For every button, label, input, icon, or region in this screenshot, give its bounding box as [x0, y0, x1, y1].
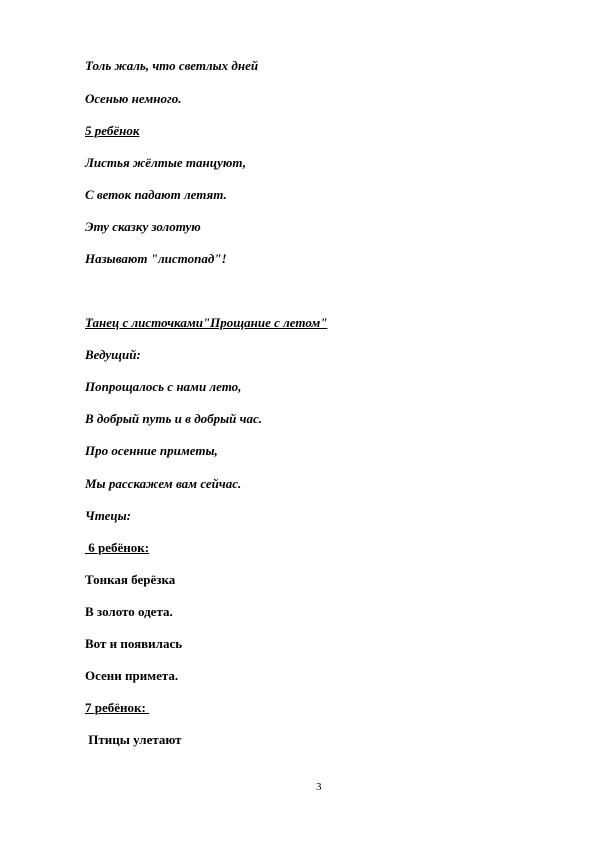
poem-line: Мы расскажем вам сейчас.	[85, 476, 242, 491]
poem-line: В золото одета.	[85, 604, 173, 619]
poem-line: Попрощалось с нами лето,	[85, 379, 242, 394]
speaker-heading: 6 ребёнок:	[85, 540, 150, 555]
page-number: 3	[316, 781, 322, 793]
poem-line: Эту сказку золотую	[85, 219, 201, 234]
poem-line: Тонкая берёзка	[85, 572, 176, 587]
section-heading: Танец с листочками"Прощание с летом"	[85, 315, 328, 330]
poem-line: В добрый путь и в добрый час.	[85, 411, 262, 426]
speaker-heading: 7 ребёнок:	[85, 700, 150, 715]
poem-line: Вот и появилась	[85, 636, 183, 651]
speaker-heading: 5 ребёнок	[85, 123, 140, 138]
speaker-label: Чтецы:	[85, 508, 132, 523]
speaker-label: Ведущий:	[85, 347, 141, 362]
poem-line: Птицы улетают	[85, 732, 182, 747]
poem-line: Осенью немного.	[85, 91, 182, 106]
poem-line: С веток падают летят.	[85, 187, 227, 202]
poem-line: Толь жаль, что светлых дней	[85, 58, 259, 73]
poem-line: Осени примета.	[85, 668, 179, 683]
poem-line: Про осенние приметы,	[85, 443, 218, 458]
poem-line: Называют "листопад"!	[85, 251, 227, 266]
poem-line: Листья жёлтые танцуют,	[85, 155, 247, 170]
